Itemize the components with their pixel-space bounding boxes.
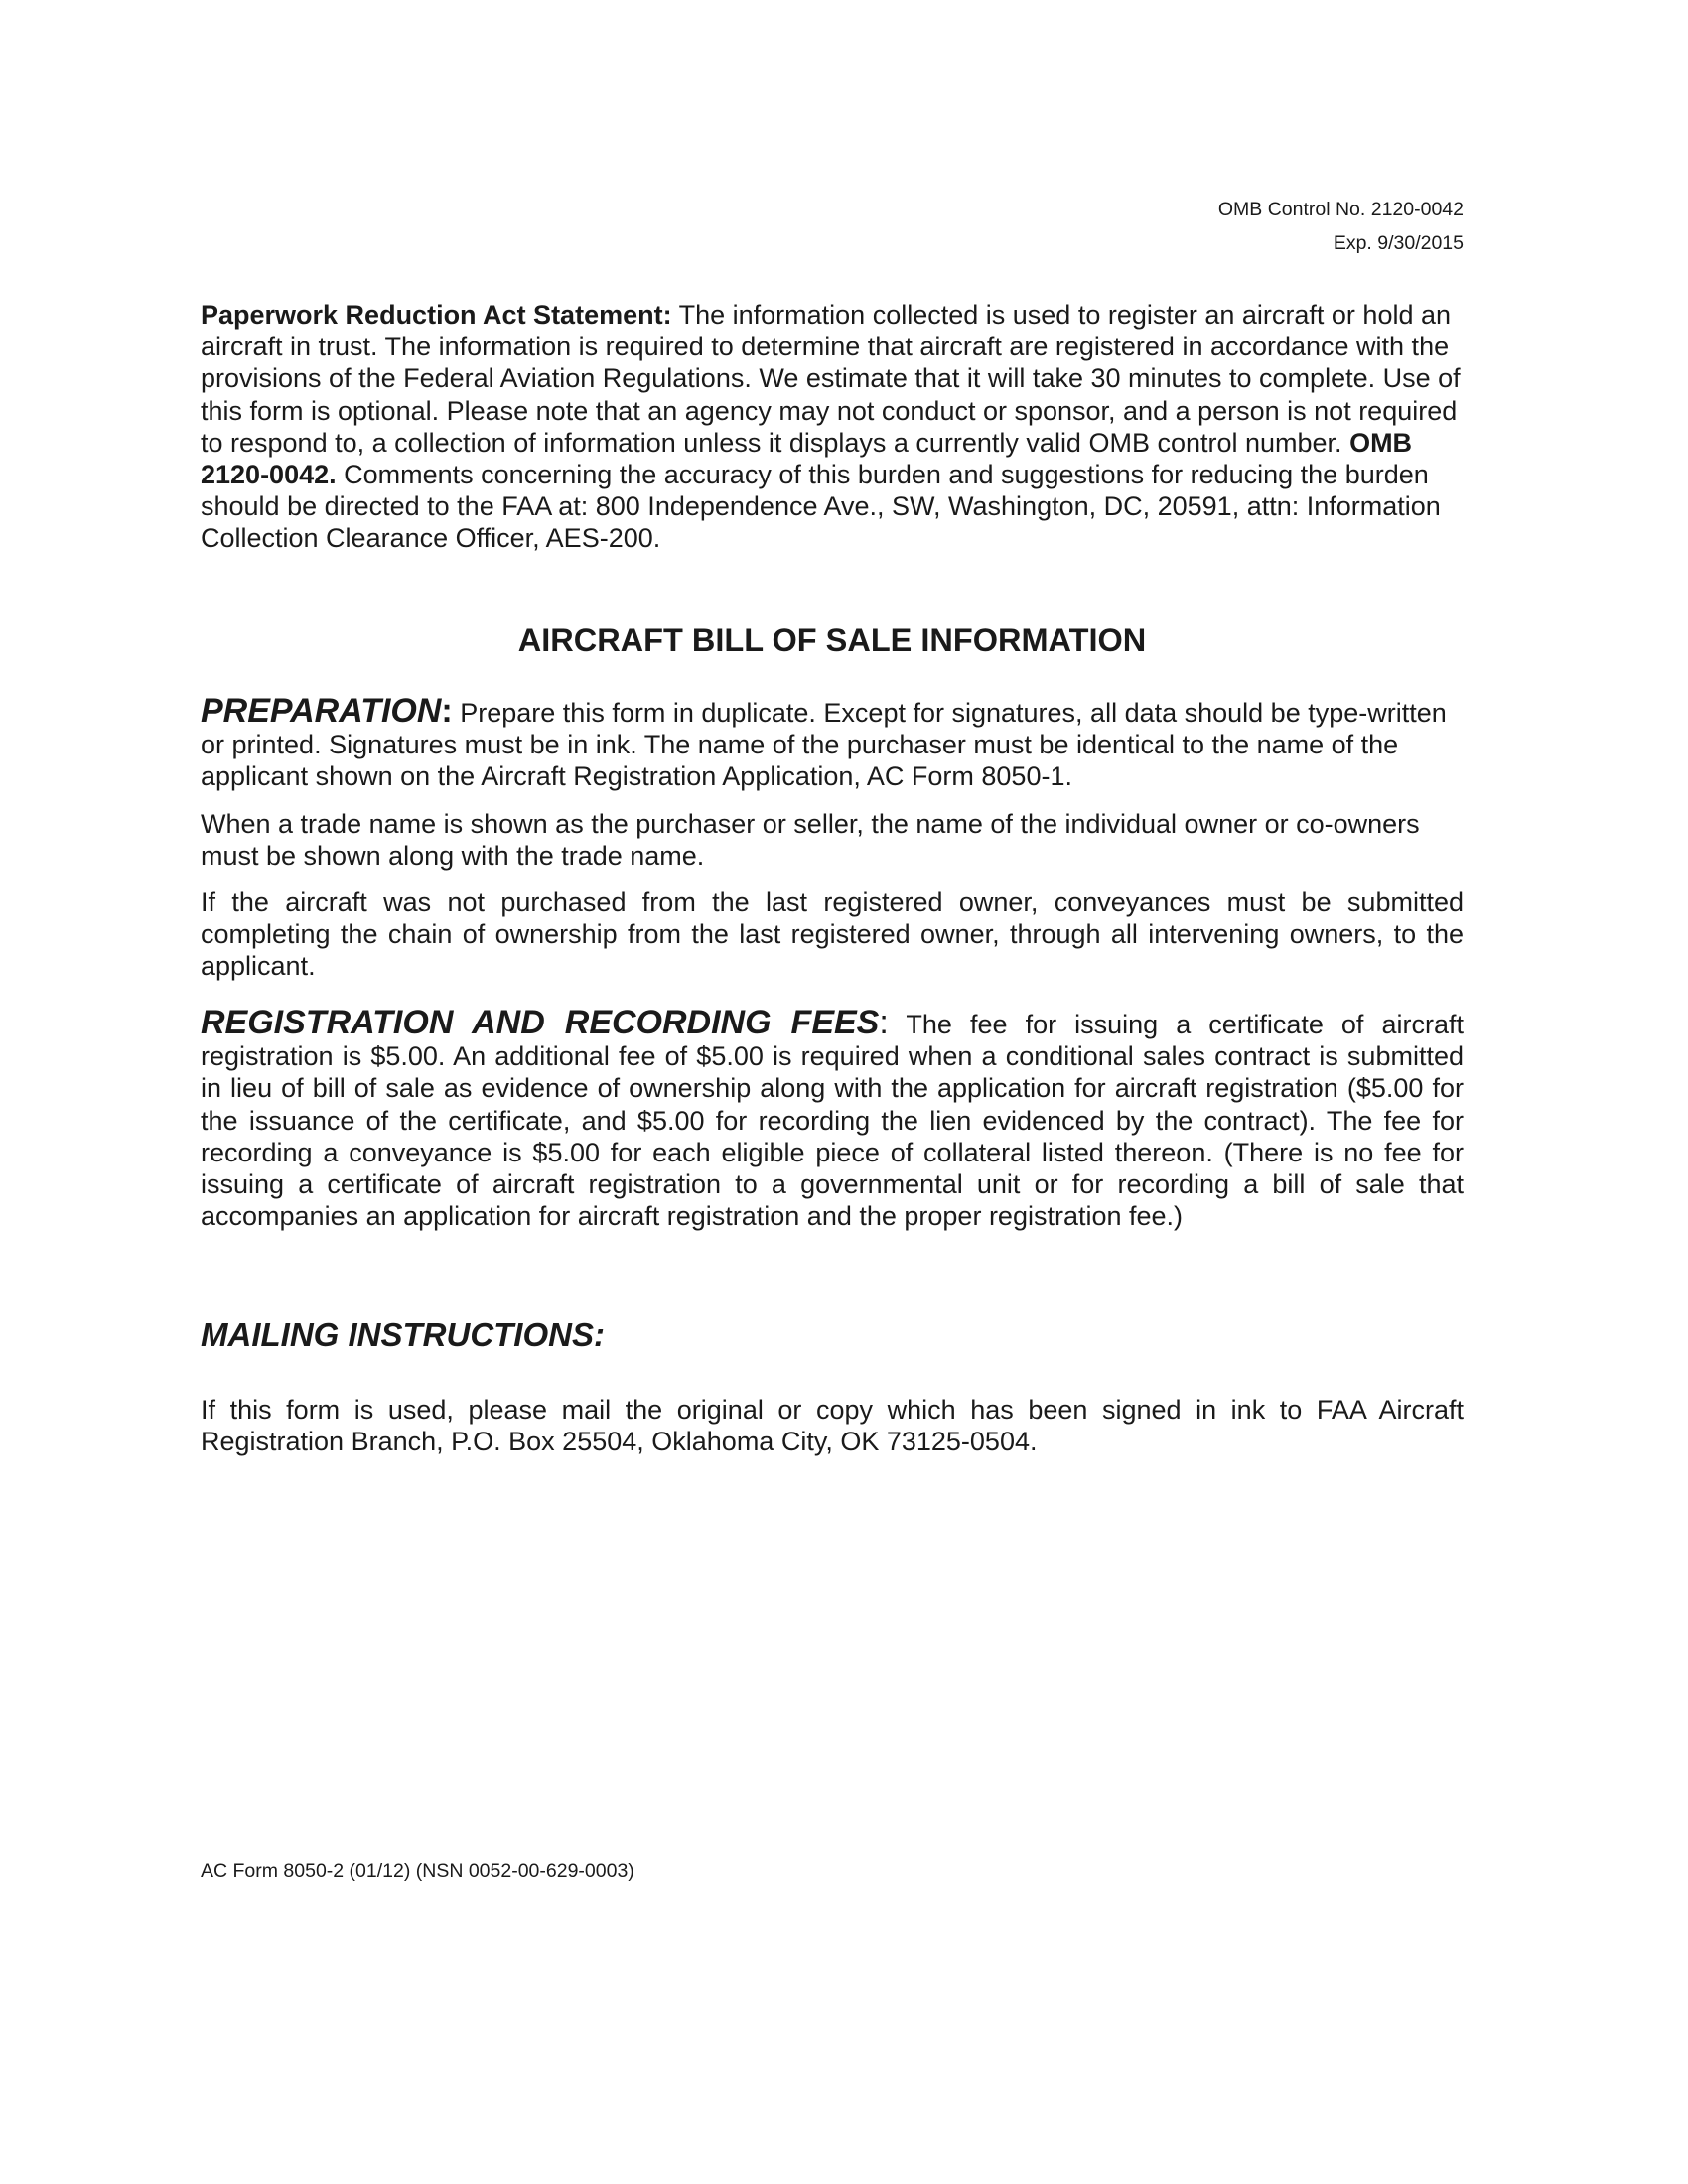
fees-text: The fee for issuing a certificate of aircraft registration is $5.00. An additional fee of $5.00 is required when a conditional sales contract is submitted in lieu of bill of sale as evidence of ownership along with the application for aircraft registration ($5.00 for the issuance of the certificate, and $5.00 for recording the lien evidenced by the contract). The fee for recording a conveyance is $5.00 for each eligible piece of collateral listed thereon. (There is no fee for issuing a certificate of aircraft registration to a governmental unit or for recording a bill of sale that accompanies an application for aircraft registration and the proper registration fee.) <box>201 1010 1464 1232</box>
preparation-paragraph-1 <box>201 692 1464 793</box>
mailing-section <box>201 1394 1464 1457</box>
paperwork-reduction-statement <box>201 299 1464 555</box>
page-title: AIRCRAFT BILL OF SALE INFORMATION <box>517 622 1147 658</box>
mailing-heading: MAILING INSTRUCTIONS: <box>201 1316 605 1353</box>
omb-control-number: OMB Control No. 2120-0042 <box>1217 199 1464 220</box>
fees-section <box>201 1004 1464 1232</box>
form-footer: AC Form 8050-2 (01/12) (NSN 0052-00-629-0003) <box>201 1860 634 1882</box>
fees-heading-colon: : <box>879 1004 889 1041</box>
omb-expiration-date: Exp. 9/30/2015 <box>1333 232 1464 254</box>
preparation-text-1: Prepare this form in duplicate. Except for signatures, all data should be type-written or printed. Signatures must be in ink. The name of the purchaser must be identical to the name of the applicant shown on the Aircraft Registration Application, AC Form 8050-1. <box>201 698 1447 792</box>
mailing-paragraph: If this form is used, please mail the original or copy which has been signed in ink to FAA Aircraft Registration Branch, P.O. Box 25504, Oklahoma City, OK 73125-0504. <box>201 1395 1464 1457</box>
paperwork-omb-number: OMB 2120-0042. <box>201 427 1413 490</box>
fees-paragraph <box>201 1004 1464 1232</box>
paperwork-text-1: The information collected is used to register an aircraft or hold an aircraft in trust. The information is required to determine that aircraft are registered in accordance with the provisions of the Federal Aviation Regulations. We estimate that it will take 30 minutes to complete. Use of this form is optional. Please note that an agency may not conduct or sponsor, and a person is not required to respond to, a collection of information unless it displays a currently valid OMB control number. <box>201 300 1461 458</box>
paperwork-paragraph <box>201 299 1464 555</box>
paperwork-label: Paperwork Reduction Act Statement: <box>201 300 672 330</box>
preparation-heading-colon: : <box>441 692 453 730</box>
preparation-paragraph-3: If the aircraft was not purchased from the last registered owner, conveyances must be submitted completing the chain of ownership from the last registered owner, through all intervening owners, to the applicant. <box>201 887 1464 982</box>
fees-heading: REGISTRATION AND RECORDING FEES <box>201 1004 880 1041</box>
preparation-section <box>201 692 1464 998</box>
preparation-heading: PREPARATION <box>201 692 442 730</box>
paperwork-text-2: Comments concerning the accuracy of this burden and suggestions for reducing the burden should be directed to the FAA at: 800 Independence Ave., SW, Washington, DC, 20591, attn: Information Collection Clearance Officer, AES-200. <box>201 460 1441 554</box>
preparation-paragraph-2: When a trade name is shown as the purchaser or seller, the name of the individual owner or co-owners must be shown along with the trade name. <box>201 808 1420 871</box>
